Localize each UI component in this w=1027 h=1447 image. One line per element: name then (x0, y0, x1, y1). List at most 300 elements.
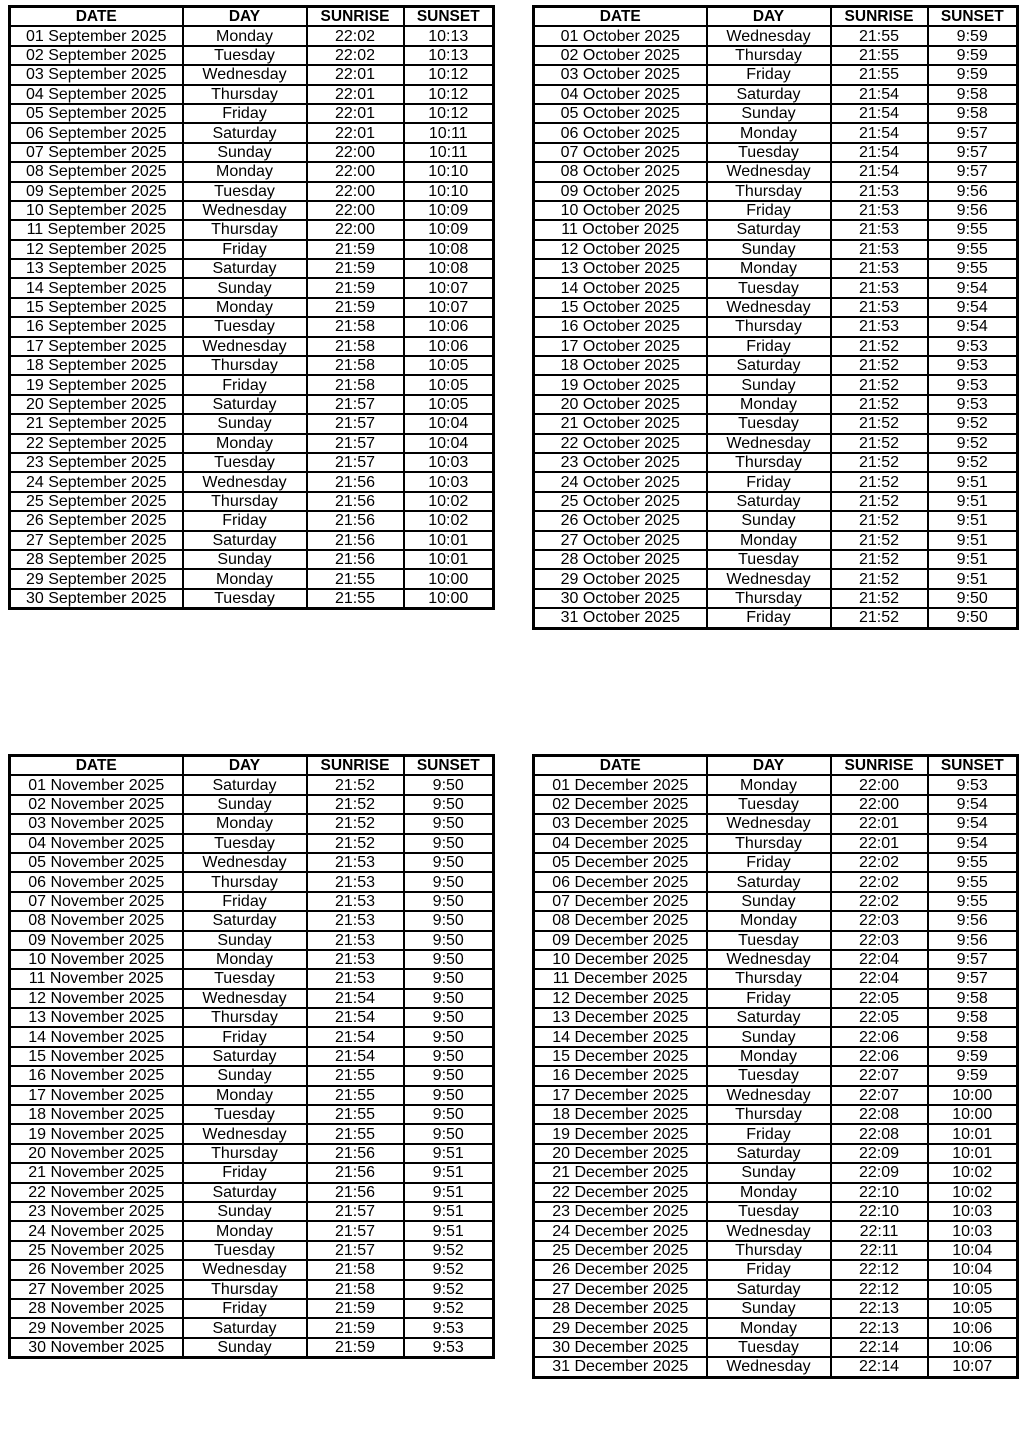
sunrise-cell: 21:55 (831, 26, 928, 45)
date-cell: 26 October 2025 (534, 511, 707, 530)
sunrise-cell: 21:54 (307, 989, 404, 1008)
date-cell: 18 November 2025 (10, 1105, 183, 1124)
date-header: DATE (10, 756, 183, 776)
table-row (10, 395, 494, 414)
day-cell: Tuesday (707, 550, 831, 569)
sunrise-cell: 22:06 (831, 1027, 928, 1046)
day-cell: Wednesday (707, 1221, 831, 1240)
day-cell: Sunday (707, 375, 831, 394)
sunset-cell: 10:08 (404, 259, 494, 278)
day-cell: Friday (707, 65, 831, 84)
sunset-cell: 10:00 (404, 569, 494, 588)
header-row (10, 756, 494, 776)
date-cell: 12 December 2025 (534, 989, 707, 1008)
table-row (10, 1260, 494, 1279)
date-cell: 03 December 2025 (534, 814, 707, 833)
day-cell: Wednesday (183, 472, 307, 491)
sunrise-cell: 21:53 (307, 911, 404, 930)
sunset-cell: 9:56 (928, 182, 1018, 201)
sunrise-header: SUNRISE (307, 7, 404, 27)
sunrise-cell: 21:53 (307, 872, 404, 891)
date-cell: 30 December 2025 (534, 1338, 707, 1357)
sunrise-cell: 21:59 (307, 278, 404, 297)
day-cell: Wednesday (707, 298, 831, 317)
date-cell: 03 November 2025 (10, 814, 183, 833)
day-cell: Wednesday (707, 162, 831, 181)
sunset-cell: 10:00 (928, 1086, 1018, 1105)
day-cell: Saturday (183, 1183, 307, 1202)
sunrise-cell: 21:57 (307, 414, 404, 433)
date-cell: 02 December 2025 (534, 795, 707, 814)
sunset-cell: 9:50 (404, 950, 494, 969)
sunset-cell: 9:55 (928, 892, 1018, 911)
sunrise-cell: 21:53 (307, 950, 404, 969)
day-cell: Sunday (183, 1066, 307, 1085)
date-cell: 20 November 2025 (10, 1144, 183, 1163)
date-cell: 24 December 2025 (534, 1221, 707, 1240)
day-cell: Thursday (707, 589, 831, 608)
sunset-cell: 9:50 (404, 1027, 494, 1046)
date-cell: 15 October 2025 (534, 298, 707, 317)
date-cell: 05 December 2025 (534, 853, 707, 872)
table-row (534, 511, 1018, 530)
sunrise-cell: 21:53 (307, 892, 404, 911)
day-cell: Sunday (707, 1027, 831, 1046)
table-row (10, 46, 494, 65)
sunset-cell: 9:52 (404, 1299, 494, 1318)
day-cell: Saturday (707, 1280, 831, 1299)
table-row (534, 298, 1018, 317)
table-row (534, 775, 1018, 794)
sunrise-header: SUNRISE (307, 756, 404, 776)
sunset-cell: 9:51 (404, 1221, 494, 1240)
sunset-cell: 10:13 (404, 46, 494, 65)
date-cell: 04 October 2025 (534, 85, 707, 104)
sunset-cell: 9:58 (928, 1008, 1018, 1027)
table-row (10, 356, 494, 375)
date-cell: 09 November 2025 (10, 931, 183, 950)
day-cell: Friday (183, 511, 307, 530)
sunrise-cell: 21:59 (307, 298, 404, 317)
sunrise-cell: 21:56 (307, 1163, 404, 1182)
date-cell: 07 October 2025 (534, 143, 707, 162)
table-row (534, 1299, 1018, 1318)
day-cell: Wednesday (183, 989, 307, 1008)
table-row (534, 1105, 1018, 1124)
sunset-cell: 9:53 (928, 375, 1018, 394)
sunset-cell: 10:12 (404, 104, 494, 123)
date-header: DATE (10, 7, 183, 27)
sunrise-cell: 21:56 (307, 492, 404, 511)
table-row (10, 569, 494, 588)
table-row (534, 143, 1018, 162)
sunrise-cell: 21:54 (831, 123, 928, 142)
sunset-cell: 9:57 (928, 950, 1018, 969)
table-row (10, 989, 494, 1008)
date-cell: 29 September 2025 (10, 569, 183, 588)
sunset-cell: 10:11 (404, 123, 494, 142)
date-cell: 04 September 2025 (10, 85, 183, 104)
table-row (534, 834, 1018, 853)
date-cell: 21 September 2025 (10, 414, 183, 433)
sunset-cell: 10:03 (928, 1202, 1018, 1221)
sunset-header: SUNSET (404, 756, 494, 776)
sunrise-cell: 22:03 (831, 931, 928, 950)
day-cell: Tuesday (707, 414, 831, 433)
day-cell: Thursday (183, 1008, 307, 1027)
day-cell: Saturday (183, 123, 307, 142)
table-row (534, 162, 1018, 181)
date-cell: 11 December 2025 (534, 969, 707, 988)
sunrise-cell: 21:56 (307, 550, 404, 569)
sunrise-cell: 21:52 (831, 531, 928, 550)
sunrise-cell: 21:59 (307, 1299, 404, 1318)
date-cell: 20 October 2025 (534, 395, 707, 414)
date-cell: 06 October 2025 (534, 123, 707, 142)
table-row (10, 434, 494, 453)
day-header: DAY (183, 756, 307, 776)
sunset-cell: 9:50 (404, 814, 494, 833)
date-cell: 25 September 2025 (10, 492, 183, 511)
table-row (534, 814, 1018, 833)
day-cell: Tuesday (183, 1241, 307, 1260)
sunset-cell: 9:52 (404, 1260, 494, 1279)
sunrise-cell: 22:04 (831, 969, 928, 988)
date-cell: 14 October 2025 (534, 278, 707, 297)
date-cell: 26 December 2025 (534, 1260, 707, 1279)
table-row (10, 220, 494, 239)
table-row (10, 892, 494, 911)
sunset-cell: 9:52 (404, 1280, 494, 1299)
sunset-cell: 9:55 (928, 872, 1018, 891)
day-cell: Saturday (707, 1008, 831, 1027)
date-cell: 02 November 2025 (10, 795, 183, 814)
day-cell: Monday (707, 1047, 831, 1066)
header-row (534, 756, 1018, 776)
september-table (8, 5, 495, 610)
day-cell: Friday (707, 1260, 831, 1279)
sunset-cell: 9:53 (928, 775, 1018, 794)
sunset-cell: 9:54 (928, 814, 1018, 833)
date-cell: 05 September 2025 (10, 104, 183, 123)
day-cell: Thursday (183, 356, 307, 375)
sunset-cell: 9:57 (928, 162, 1018, 181)
day-cell: Tuesday (707, 143, 831, 162)
sunrise-cell: 21:52 (307, 814, 404, 833)
sunrise-cell: 21:52 (831, 414, 928, 433)
sunset-cell: 10:01 (404, 550, 494, 569)
sunset-cell: 9:51 (404, 1202, 494, 1221)
sunset-cell: 9:51 (928, 511, 1018, 530)
table-row (534, 1357, 1018, 1377)
sunset-cell: 9:50 (928, 608, 1018, 628)
table-row (534, 950, 1018, 969)
table-row (534, 375, 1018, 394)
sunset-cell: 10:04 (928, 1241, 1018, 1260)
sunset-cell: 9:54 (928, 317, 1018, 336)
sunrise-cell: 22:00 (307, 220, 404, 239)
sunrise-cell: 21:57 (307, 1221, 404, 1240)
day-cell: Saturday (183, 531, 307, 550)
date-cell: 15 September 2025 (10, 298, 183, 317)
date-cell: 16 September 2025 (10, 317, 183, 336)
day-cell: Thursday (183, 492, 307, 511)
date-cell: 13 October 2025 (534, 259, 707, 278)
table-row (534, 220, 1018, 239)
table-row (10, 1202, 494, 1221)
date-cell: 22 November 2025 (10, 1183, 183, 1202)
table-row (534, 1241, 1018, 1260)
day-cell: Sunday (183, 931, 307, 950)
sunset-cell: 9:58 (928, 1027, 1018, 1046)
day-cell: Friday (707, 201, 831, 220)
date-cell: 21 December 2025 (534, 1163, 707, 1182)
date-cell: 24 November 2025 (10, 1221, 183, 1240)
table-row (534, 911, 1018, 930)
table-row (10, 931, 494, 950)
sunset-cell: 9:51 (928, 492, 1018, 511)
day-cell: Tuesday (707, 1202, 831, 1221)
sunrise-cell: 21:55 (307, 1105, 404, 1124)
table-row (10, 414, 494, 433)
sunset-cell: 10:02 (928, 1163, 1018, 1182)
day-cell: Wednesday (183, 1124, 307, 1143)
sunrise-cell: 21:58 (307, 1280, 404, 1299)
date-cell: 16 November 2025 (10, 1066, 183, 1085)
table-row (10, 1047, 494, 1066)
sunset-cell: 10:05 (404, 395, 494, 414)
date-cell: 26 September 2025 (10, 511, 183, 530)
sunset-cell: 10:10 (404, 162, 494, 181)
sunset-cell: 9:59 (928, 65, 1018, 84)
day-cell: Monday (707, 259, 831, 278)
sunrise-cell: 21:55 (307, 1066, 404, 1085)
day-cell: Sunday (707, 1163, 831, 1182)
sunset-cell: 9:55 (928, 220, 1018, 239)
sunset-cell: 9:50 (404, 892, 494, 911)
sunrise-cell: 21:52 (831, 356, 928, 375)
sunrise-header: SUNRISE (831, 7, 928, 27)
sunrise-cell: 22:09 (831, 1163, 928, 1182)
sunrise-cell: 22:07 (831, 1066, 928, 1085)
table-row (534, 337, 1018, 356)
date-cell: 11 October 2025 (534, 220, 707, 239)
day-cell: Thursday (183, 85, 307, 104)
table-row (10, 182, 494, 201)
sunrise-cell: 22:14 (831, 1338, 928, 1357)
date-cell: 10 September 2025 (10, 201, 183, 220)
sunset-cell: 10:02 (404, 511, 494, 530)
date-cell: 12 September 2025 (10, 240, 183, 259)
day-cell: Tuesday (183, 834, 307, 853)
sunset-cell: 9:56 (928, 201, 1018, 220)
sunrise-cell: 21:53 (831, 182, 928, 201)
table-row (10, 298, 494, 317)
table-row (534, 872, 1018, 891)
date-cell: 23 September 2025 (10, 453, 183, 472)
sunset-cell: 9:59 (928, 1066, 1018, 1085)
day-cell: Tuesday (183, 46, 307, 65)
day-cell: Tuesday (183, 182, 307, 201)
table-row (534, 356, 1018, 375)
day-cell: Wednesday (183, 337, 307, 356)
day-cell: Tuesday (707, 795, 831, 814)
day-cell: Friday (183, 1163, 307, 1182)
sunrise-cell: 21:55 (831, 65, 928, 84)
sunrise-cell: 21:59 (307, 1338, 404, 1358)
table-row (10, 814, 494, 833)
sunset-cell: 9:54 (928, 795, 1018, 814)
date-cell: 06 November 2025 (10, 872, 183, 891)
table-row (534, 1318, 1018, 1337)
day-cell: Monday (183, 1086, 307, 1105)
table-row (534, 1163, 1018, 1182)
date-cell: 17 November 2025 (10, 1086, 183, 1105)
table-row (10, 1105, 494, 1124)
sunrise-cell: 21:52 (831, 453, 928, 472)
day-cell: Saturday (183, 259, 307, 278)
date-cell: 01 September 2025 (10, 26, 183, 45)
day-cell: Monday (183, 950, 307, 969)
sunset-cell: 10:12 (404, 85, 494, 104)
date-cell: 08 November 2025 (10, 911, 183, 930)
sunset-cell: 10:00 (404, 589, 494, 609)
date-cell: 15 December 2025 (534, 1047, 707, 1066)
table-row (534, 453, 1018, 472)
sunrise-cell: 21:54 (831, 85, 928, 104)
table-row (10, 1066, 494, 1085)
december-table (532, 754, 1019, 1379)
day-cell: Wednesday (707, 1357, 831, 1377)
table-row (534, 1221, 1018, 1240)
table-row (534, 550, 1018, 569)
sunrise-cell: 21:53 (831, 220, 928, 239)
sunset-cell: 9:50 (404, 1008, 494, 1027)
sunrise-cell: 21:59 (307, 240, 404, 259)
table-row (10, 550, 494, 569)
sunrise-cell: 21:55 (307, 589, 404, 609)
table-row (534, 259, 1018, 278)
day-cell: Sunday (183, 414, 307, 433)
table-row (10, 453, 494, 472)
date-cell: 18 December 2025 (534, 1105, 707, 1124)
sunset-cell: 9:54 (928, 278, 1018, 297)
date-cell: 03 September 2025 (10, 65, 183, 84)
day-cell: Monday (707, 911, 831, 930)
sunset-cell: 9:53 (404, 1338, 494, 1358)
table-row (10, 1124, 494, 1143)
sunset-cell: 9:51 (928, 550, 1018, 569)
sunset-header: SUNSET (404, 7, 494, 27)
sunrise-cell: 22:12 (831, 1260, 928, 1279)
table-row (10, 317, 494, 336)
day-cell: Saturday (183, 395, 307, 414)
sunset-cell: 9:56 (928, 911, 1018, 930)
table-row (534, 1338, 1018, 1357)
sunrise-cell: 21:57 (307, 453, 404, 472)
sunrise-cell: 22:00 (307, 143, 404, 162)
sunrise-cell: 21:59 (307, 1318, 404, 1337)
sunset-cell: 9:51 (928, 472, 1018, 491)
table-row (534, 104, 1018, 123)
table-row (10, 1318, 494, 1337)
date-cell: 22 September 2025 (10, 434, 183, 453)
day-cell: Monday (183, 298, 307, 317)
table-row (10, 65, 494, 84)
day-cell: Tuesday (183, 453, 307, 472)
date-cell: 17 September 2025 (10, 337, 183, 356)
day-cell: Sunday (707, 892, 831, 911)
day-cell: Monday (707, 123, 831, 142)
date-cell: 29 October 2025 (534, 569, 707, 588)
date-cell: 22 October 2025 (534, 434, 707, 453)
day-cell: Thursday (707, 834, 831, 853)
sunrise-cell: 22:10 (831, 1202, 928, 1221)
date-cell: 14 December 2025 (534, 1027, 707, 1046)
table-row (10, 201, 494, 220)
sunrise-cell: 21:57 (307, 1241, 404, 1260)
day-cell: Thursday (183, 220, 307, 239)
day-cell: Wednesday (183, 65, 307, 84)
table-row (10, 1299, 494, 1318)
sunrise-cell: 22:01 (307, 85, 404, 104)
sunrise-cell: 21:52 (831, 472, 928, 491)
day-cell: Friday (183, 892, 307, 911)
sunrise-cell: 21:58 (307, 337, 404, 356)
day-cell: Saturday (183, 775, 307, 794)
date-cell: 13 December 2025 (534, 1008, 707, 1027)
sunrise-cell: 22:00 (831, 775, 928, 794)
date-cell: 05 October 2025 (534, 104, 707, 123)
sunset-cell: 10:02 (404, 492, 494, 511)
sunrise-cell: 22:09 (831, 1144, 928, 1163)
table-row (10, 123, 494, 142)
sunset-cell: 10:05 (404, 356, 494, 375)
day-cell: Friday (707, 608, 831, 628)
table-row (534, 414, 1018, 433)
sunset-cell: 10:02 (928, 1183, 1018, 1202)
day-cell: Tuesday (707, 278, 831, 297)
sunrise-cell: 22:00 (307, 162, 404, 181)
date-cell: 08 October 2025 (534, 162, 707, 181)
day-cell: Wednesday (183, 1260, 307, 1279)
sunset-cell: 10:03 (928, 1221, 1018, 1240)
day-header: DAY (707, 7, 831, 27)
sunrise-cell: 21:58 (307, 356, 404, 375)
table-row (10, 162, 494, 181)
sunrise-cell: 21:56 (307, 511, 404, 530)
date-cell: 02 September 2025 (10, 46, 183, 65)
sunset-cell: 9:56 (928, 931, 1018, 950)
table-row (10, 1144, 494, 1163)
date-cell: 10 November 2025 (10, 950, 183, 969)
sunrise-cell: 21:54 (831, 104, 928, 123)
sunrise-cell: 21:52 (307, 775, 404, 794)
sunrise-cell: 21:52 (831, 569, 928, 588)
day-cell: Sunday (707, 240, 831, 259)
november-table (8, 754, 495, 1359)
date-header: DATE (534, 7, 707, 27)
day-cell: Sunday (183, 795, 307, 814)
day-cell: Saturday (707, 872, 831, 891)
sunset-cell: 10:04 (404, 414, 494, 433)
sunset-cell: 9:53 (404, 1318, 494, 1337)
sunrise-cell: 21:52 (831, 511, 928, 530)
table-row (10, 375, 494, 394)
date-cell: 09 September 2025 (10, 182, 183, 201)
date-cell: 19 September 2025 (10, 375, 183, 394)
date-cell: 29 December 2025 (534, 1318, 707, 1337)
